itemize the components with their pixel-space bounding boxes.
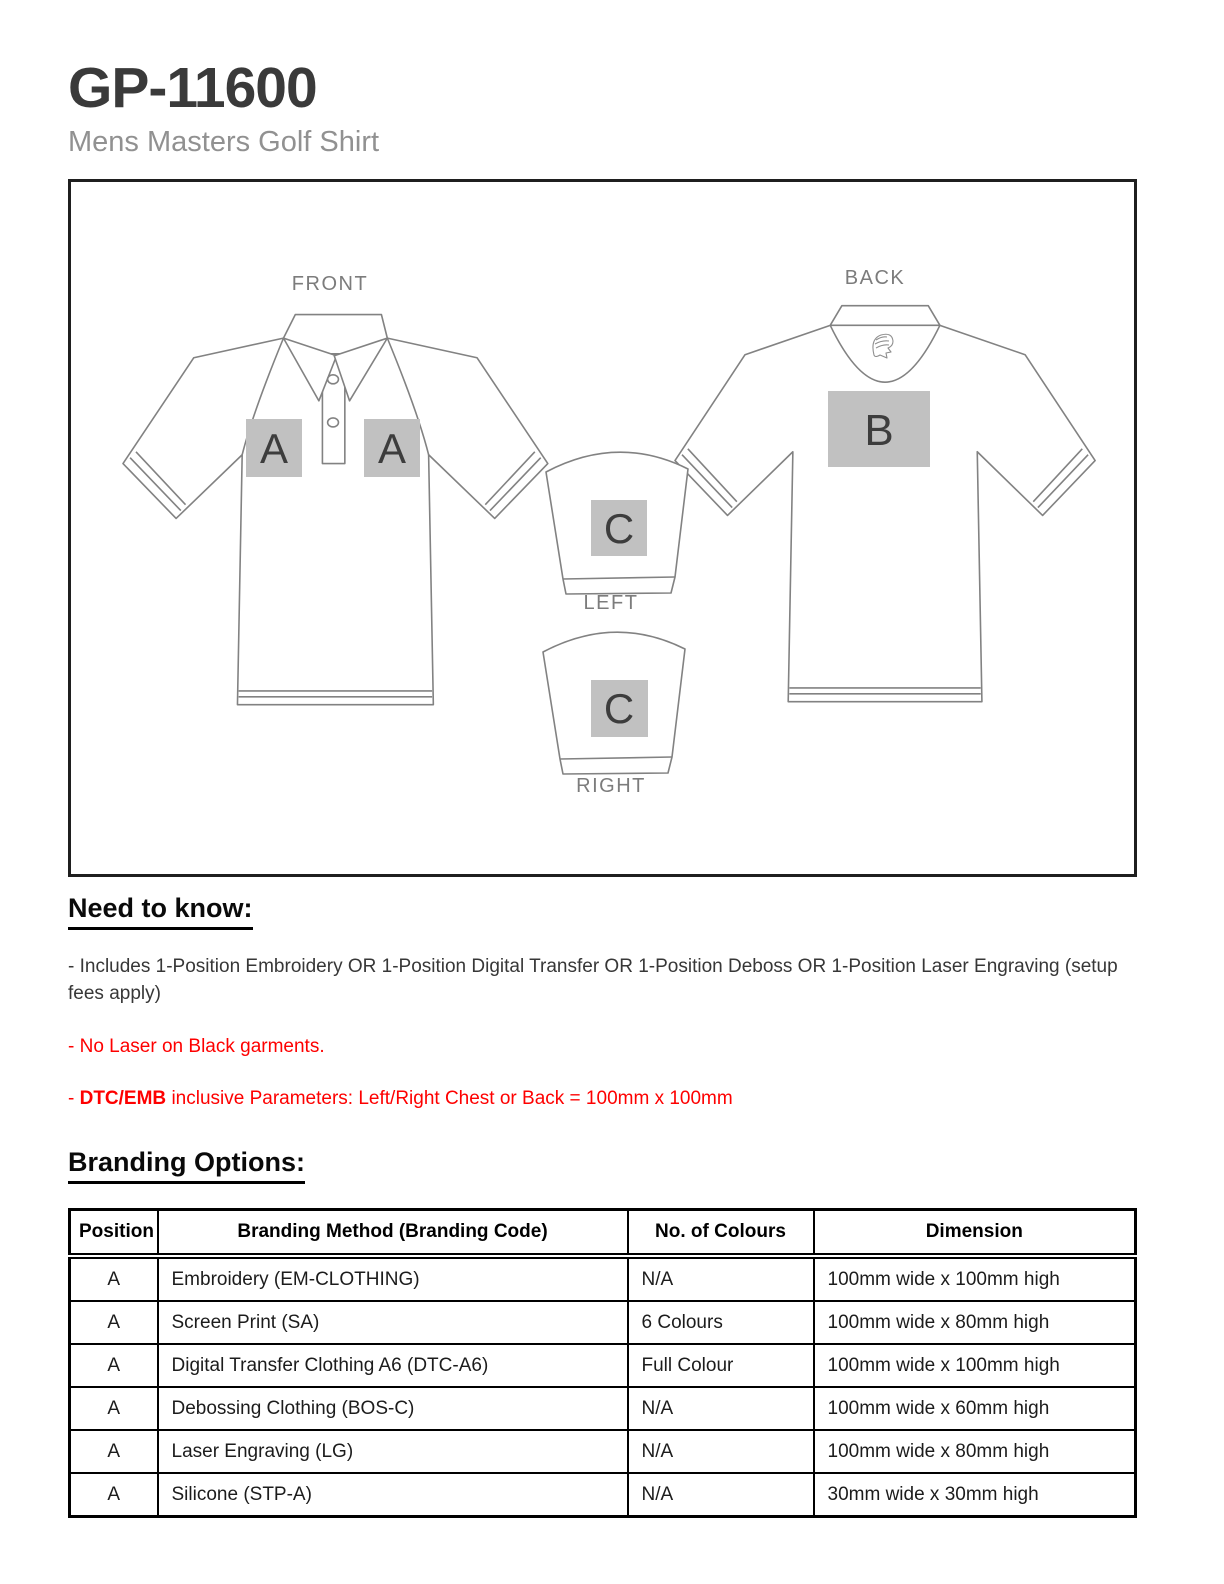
cell-branding-method: Screen Print (SA)	[158, 1301, 628, 1344]
table-row	[70, 1256, 1136, 1301]
cell-colours: N/A	[628, 1473, 814, 1517]
front-view-label: FRONT	[291, 272, 369, 295]
column-header: Position	[70, 1210, 158, 1257]
cell-colours: 6 Colours	[628, 1301, 814, 1344]
right-view-label: RIGHT	[576, 774, 646, 797]
position-letter-c: C	[603, 684, 635, 732]
column-header: Dimension	[814, 1210, 1136, 1257]
cell-dimension: 100mm wide x 100mm high	[814, 1256, 1136, 1301]
table-header-row	[70, 1210, 1136, 1257]
cell-position: A	[70, 1301, 158, 1344]
note-includes: - Includes 1-Position Embroidery OR 1-Position Digital Transfer OR 1-Position Deboss OR 1-Position Laser Engraving (setup fees apply)	[68, 955, 1118, 1004]
cell-dimension: 100mm wide x 60mm high	[814, 1387, 1136, 1430]
cell-position: A	[70, 1473, 158, 1517]
cell-colours: Full Colour	[628, 1344, 814, 1387]
cell-branding-method: Digital Transfer Clothing A6 (DTC-A6)	[158, 1344, 628, 1387]
spec-sheet	[68, 0, 1137, 1518]
front-shirt-drawing	[123, 314, 548, 704]
front-button	[328, 375, 339, 384]
cell-colours: N/A	[628, 1430, 814, 1473]
table-row	[70, 1387, 1136, 1430]
position-letter-b: B	[864, 405, 894, 455]
note-dtc-emb-bold: DTC/EMB	[79, 1087, 167, 1109]
table-row	[70, 1344, 1136, 1387]
table-row	[70, 1473, 1136, 1517]
position-letter-a: A	[377, 424, 407, 472]
cell-branding-method: Silicone (STP-A)	[158, 1473, 628, 1517]
table-row	[70, 1301, 1136, 1344]
position-letter-c: C	[603, 504, 635, 552]
cell-position: A	[70, 1256, 158, 1301]
garment-diagram	[71, 182, 1134, 868]
cell-branding-method: Laser Engraving (LG)	[158, 1430, 628, 1473]
garment-diagram-box	[68, 179, 1137, 877]
back-shirt-body	[675, 306, 1095, 702]
front-button	[328, 418, 339, 427]
note-no-laser: - No Laser on Black garments.	[68, 1035, 325, 1057]
cell-dimension: 30mm wide x 30mm high	[814, 1473, 1136, 1517]
cell-position: A	[70, 1430, 158, 1473]
column-header: Branding Method (Branding Code)	[158, 1210, 628, 1257]
column-header: No. of Colours	[628, 1210, 814, 1257]
back-shirt-drawing	[675, 306, 1095, 702]
cell-position: A	[70, 1344, 158, 1387]
need-to-know-heading: Need to know:	[68, 893, 1137, 930]
cell-dimension: 100mm wide x 80mm high	[814, 1301, 1136, 1344]
position-letter-a: A	[259, 424, 289, 472]
page-title: GP-11600	[68, 56, 317, 120]
product-subtitle: Mens Masters Golf Shirt	[68, 126, 380, 158]
back-view-label: BACK	[844, 266, 906, 289]
cell-colours: N/A	[628, 1387, 814, 1430]
cell-dimension: 100mm wide x 100mm high	[814, 1344, 1136, 1387]
cell-colours: N/A	[628, 1256, 814, 1301]
left-view-label: LEFT	[583, 591, 639, 614]
table-row	[70, 1430, 1136, 1473]
cell-branding-method: Embroidery (EM-CLOTHING)	[158, 1256, 628, 1301]
cell-position: A	[70, 1387, 158, 1430]
branding-options-table	[68, 1208, 1137, 1518]
branding-table-body	[70, 1256, 1136, 1517]
cell-branding-method: Debossing Clothing (BOS-C)	[158, 1387, 628, 1430]
cell-dimension: 100mm wide x 80mm high	[814, 1430, 1136, 1473]
branding-options-heading: Branding Options:	[68, 1147, 1137, 1184]
note-dtc-emb: - DTC/EMB inclusive Parameters: Left/Right Chest or Back = 100mm x 100mm	[68, 1087, 733, 1109]
